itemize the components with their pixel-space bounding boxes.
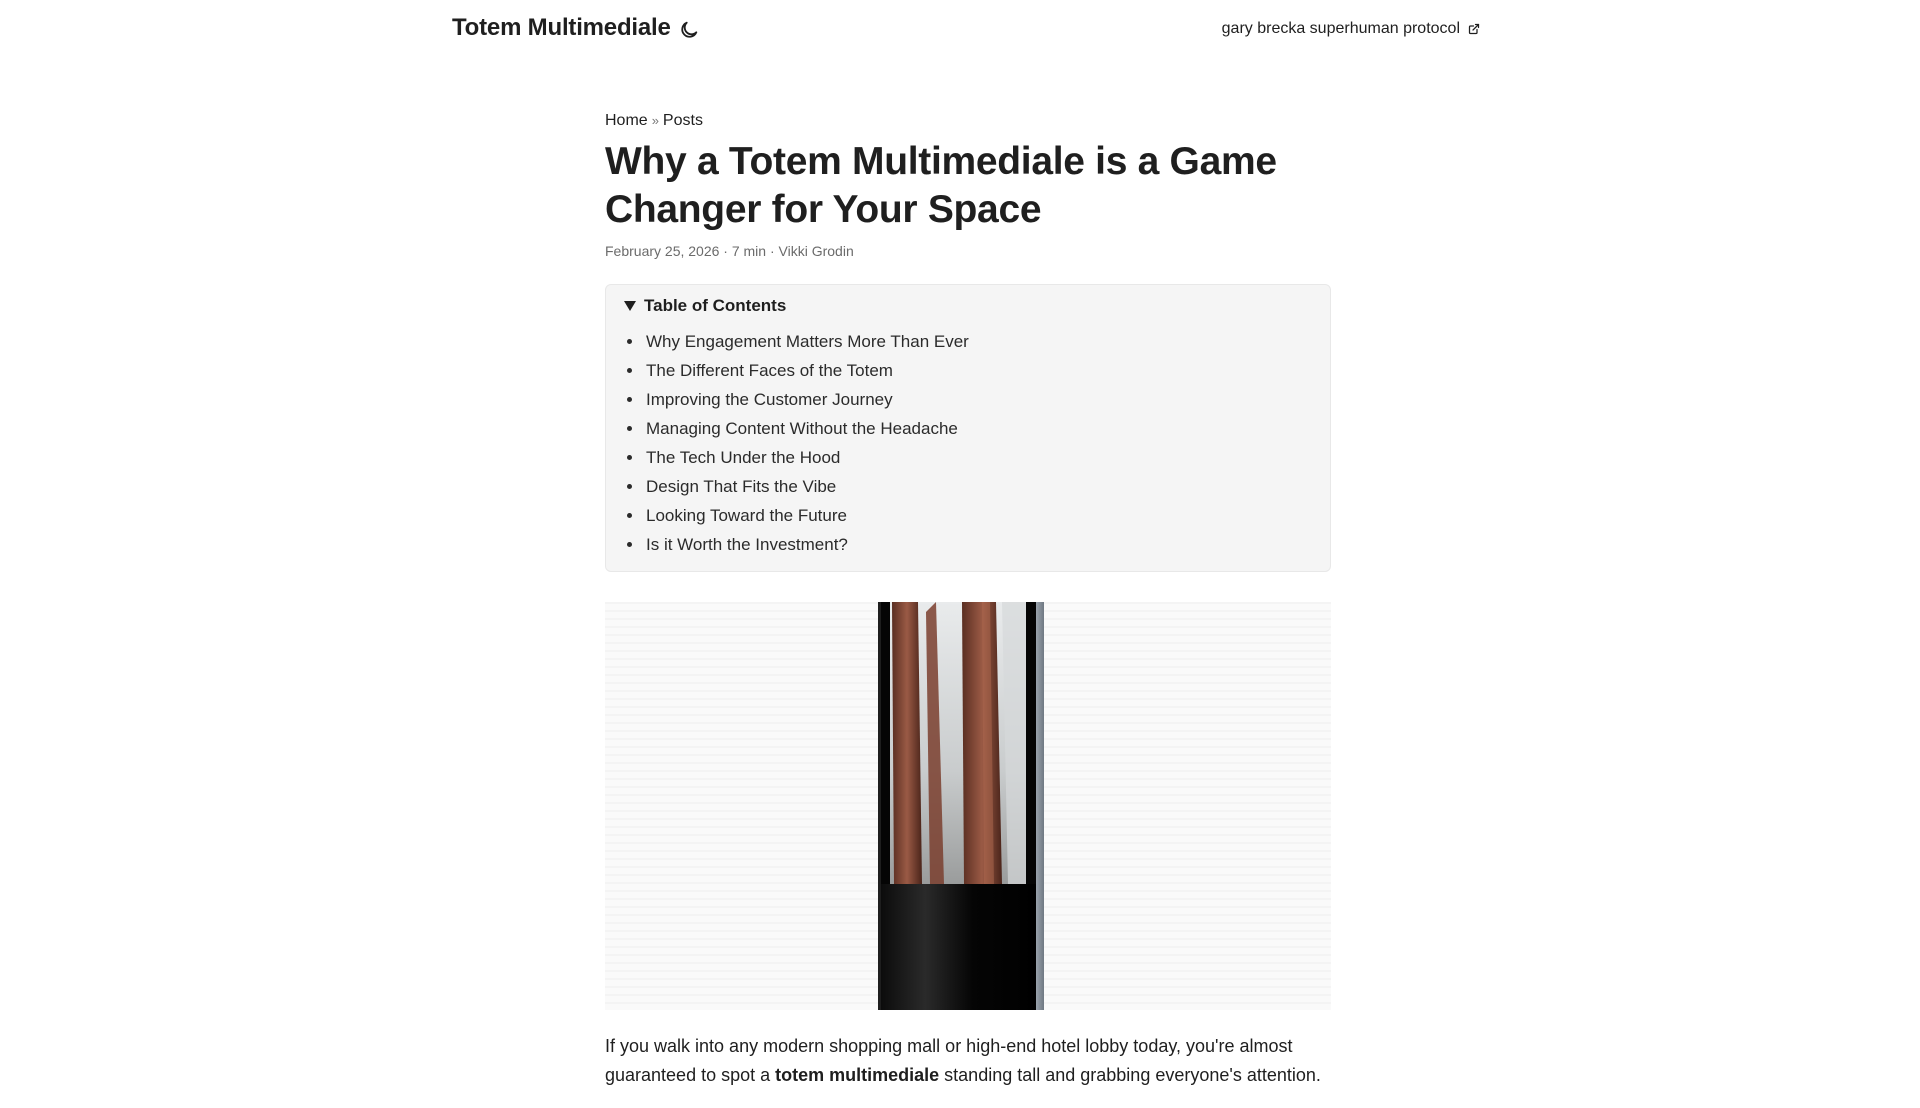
toc-link[interactable]: Why Engagement Matters More Than Ever: [646, 332, 969, 351]
kiosk-image: [878, 602, 1044, 1010]
paragraph-bold-keyword: totem multimediale: [775, 1065, 940, 1085]
post-meta: February 25, 2026 · 7 min · Vikki Grodin: [605, 243, 854, 259]
toc-link[interactable]: The Tech Under the Hood: [646, 448, 841, 467]
breadcrumb-posts-link[interactable]: Posts: [662, 112, 703, 129]
site-title-link[interactable]: Totem Multimediale: [452, 14, 671, 41]
post-article: [605, 110, 1331, 1108]
breadcrumb-home-link[interactable]: Home: [605, 112, 648, 129]
toc-item: [644, 501, 1312, 530]
toc-link[interactable]: Design That Fits the Vibe: [646, 477, 837, 496]
paragraph-text-start: If you walk into any modern shopping mall or high-end hotel lobby today, you're almost guaranteed to spot a: [605, 1036, 1293, 1085]
moon-icon[interactable]: [678, 19, 700, 41]
breadcrumb-separator: »: [651, 113, 659, 128]
toc-item: [644, 472, 1312, 501]
post-title: Why a Totem Multimediale is a Game Changer for Your Space: [605, 140, 1277, 231]
toc-item: [644, 443, 1312, 472]
toc-item: [644, 530, 1312, 559]
toc-link[interactable]: Improving the Customer Journey: [646, 390, 893, 409]
hero-image: [605, 602, 1331, 1010]
triangle-down-icon: [624, 301, 636, 311]
paragraph-text-end: standing tall and grabbing everyone's attention.: [939, 1065, 1321, 1085]
toc-item: [644, 385, 1312, 414]
nav-link-external[interactable]: [1222, 20, 1480, 38]
toc-list: [624, 327, 1312, 559]
external-link-icon: [1468, 23, 1480, 35]
toc-link[interactable]: The Different Faces of the Totem: [646, 361, 893, 380]
toc-toggle[interactable]: [624, 295, 1312, 317]
toc-item: [644, 414, 1312, 443]
post-paragraph: [605, 1032, 1331, 1090]
table-of-contents: [605, 284, 1331, 572]
breadcrumb: [605, 110, 1331, 132]
toc-link[interactable]: Is it Worth the Investment?: [646, 535, 848, 554]
toc-link[interactable]: Managing Content Without the Headache: [646, 419, 958, 438]
site-header: [0, 0, 1920, 60]
toc-link[interactable]: Looking Toward the Future: [646, 506, 847, 525]
toc-summary-label: Table of Contents: [644, 296, 787, 315]
toc-item: [644, 327, 1312, 356]
toc-item: [644, 356, 1312, 385]
nav-link-label: gary brecka superhuman protocol: [1221, 20, 1460, 37]
